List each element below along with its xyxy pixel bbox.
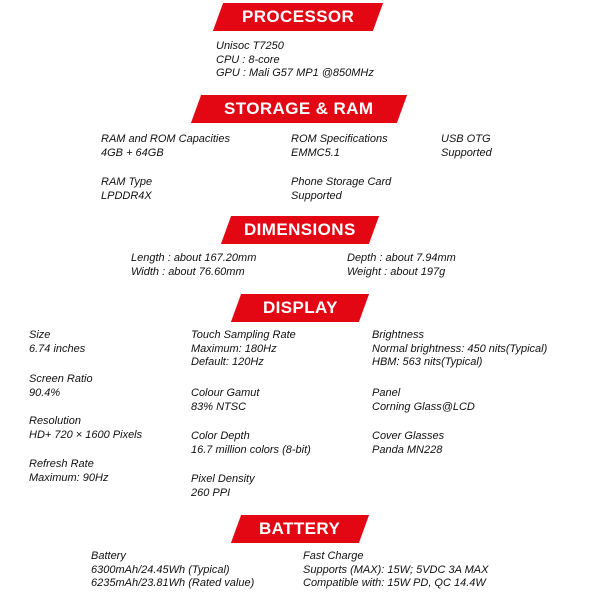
dimensions-banner [221,216,379,244]
processor-chip: Unisoc T7250 [216,40,284,52]
processor-specs [216,40,374,81]
refresh-rate-value: Maximum: 90Hz [29,471,109,484]
length-value: Length : about 167.20mm [131,252,257,264]
ram-rom-label: RAM and ROM Capacities [101,133,230,145]
pixel-density-label: Pixel Density [191,473,255,485]
battery-capacity [91,550,254,591]
touch-sampling-label: Touch Sampling Rate [191,329,296,341]
fast-charge-label: Fast Charge [303,550,364,562]
phone-storage-card [291,176,391,203]
battery-label: Battery [91,550,126,562]
display-banner [231,294,369,322]
depth-value: Depth : about 7.94mm [347,252,456,264]
weight-value: Weight : about 197g [347,265,446,278]
battery-banner [231,515,369,543]
storage-card-label: Phone Storage Card [291,176,392,188]
fast-charge-supports: Supports (MAX): 15W; 5VDC 3A MAX [303,563,489,576]
screen-ratio-value: 90.4% [29,386,61,399]
touch-sampling-max: Maximum: 180Hz [191,342,277,355]
storage-banner [191,95,407,123]
panel-label: Panel [372,387,401,399]
rom-spec-label: ROM Specifications [291,133,388,145]
cover-glasses-value: Panda MN228 [372,443,443,456]
resolution-label: Resolution [29,415,81,427]
display-title: DISPLAY [262,298,338,317]
processor-gpu: GPU : Mali G57 MP1 @850MHz [216,67,374,79]
battery-title: BATTERY [259,519,341,538]
color-depth-value: 16.7 million colors (8-bit) [191,443,311,456]
processor-banner [213,3,383,31]
dimensions-title: DIMENSIONS [244,220,356,239]
processor-cpu: CPU : 8-core [216,53,280,66]
refresh-rate-label: Refresh Rate [29,458,94,470]
brightness-hbm: HBM: 563 nits(Typical) [372,356,483,368]
display-size [29,329,85,356]
fast-charge [303,550,488,591]
battery-rated: 6235mAh/23.81Wh (Rated value) [91,577,255,589]
dimensions-right [347,252,456,279]
brightness-label: Brightness [372,329,424,341]
usb-otg-label: USB OTG [441,133,491,145]
cover-glasses-label: Cover Glasses [372,430,445,442]
usb-otg-value: Supported [441,146,492,159]
processor-title: PROCESSOR [241,7,355,26]
pixel-density-value: 260 PPI [191,486,231,499]
size-value: 6.74 inches [29,342,86,355]
storage-title: STORAGE & RAM [224,99,374,118]
rom-spec-value: EMMC5.1 [291,146,340,159]
brightness-normal: Normal brightness: 450 nits(Typical) [372,342,548,355]
colour-gamut-value: 83% NTSC [191,400,247,413]
rom-specifications [291,133,388,160]
display-touch-sampling [191,329,296,370]
size-label: Size [29,329,51,341]
ram-rom-capacities [101,133,230,160]
display-colour-gamut [191,387,259,414]
fast-charge-compatible: Compatible with: 15W PD, QC 14.4W [303,577,486,589]
screen-ratio-label: Screen Ratio [29,373,93,385]
ram-type-value: LPDDR4X [101,189,152,202]
display-brightness [372,329,547,370]
width-value: Width : about 76.60mm [131,265,245,278]
ram-type-label: RAM Type [101,176,153,188]
usb-otg [441,133,492,160]
battery-typical: 6300mAh/24.45Wh (Typical) [91,563,230,576]
ram-rom-value: 4GB + 64GB [101,146,164,159]
display-refresh-rate [29,458,108,485]
storage-card-value: Supported [291,189,342,202]
ram-type [101,176,152,203]
panel-value: Corning Glass@LCD [372,400,475,413]
display-panel [372,387,475,414]
display-screen-ratio [29,373,93,400]
color-depth-label: Color Depth [191,430,250,442]
display-cover-glasses [372,430,444,457]
colour-gamut-label: Colour Gamut [191,387,260,399]
display-resolution [29,415,142,442]
display-pixel-density [191,473,255,500]
dimensions-left [131,252,256,279]
touch-sampling-default: Default: 120Hz [191,356,264,368]
resolution-value: HD+ 720 × 1600 Pixels [29,428,143,441]
display-color-depth [191,430,311,457]
